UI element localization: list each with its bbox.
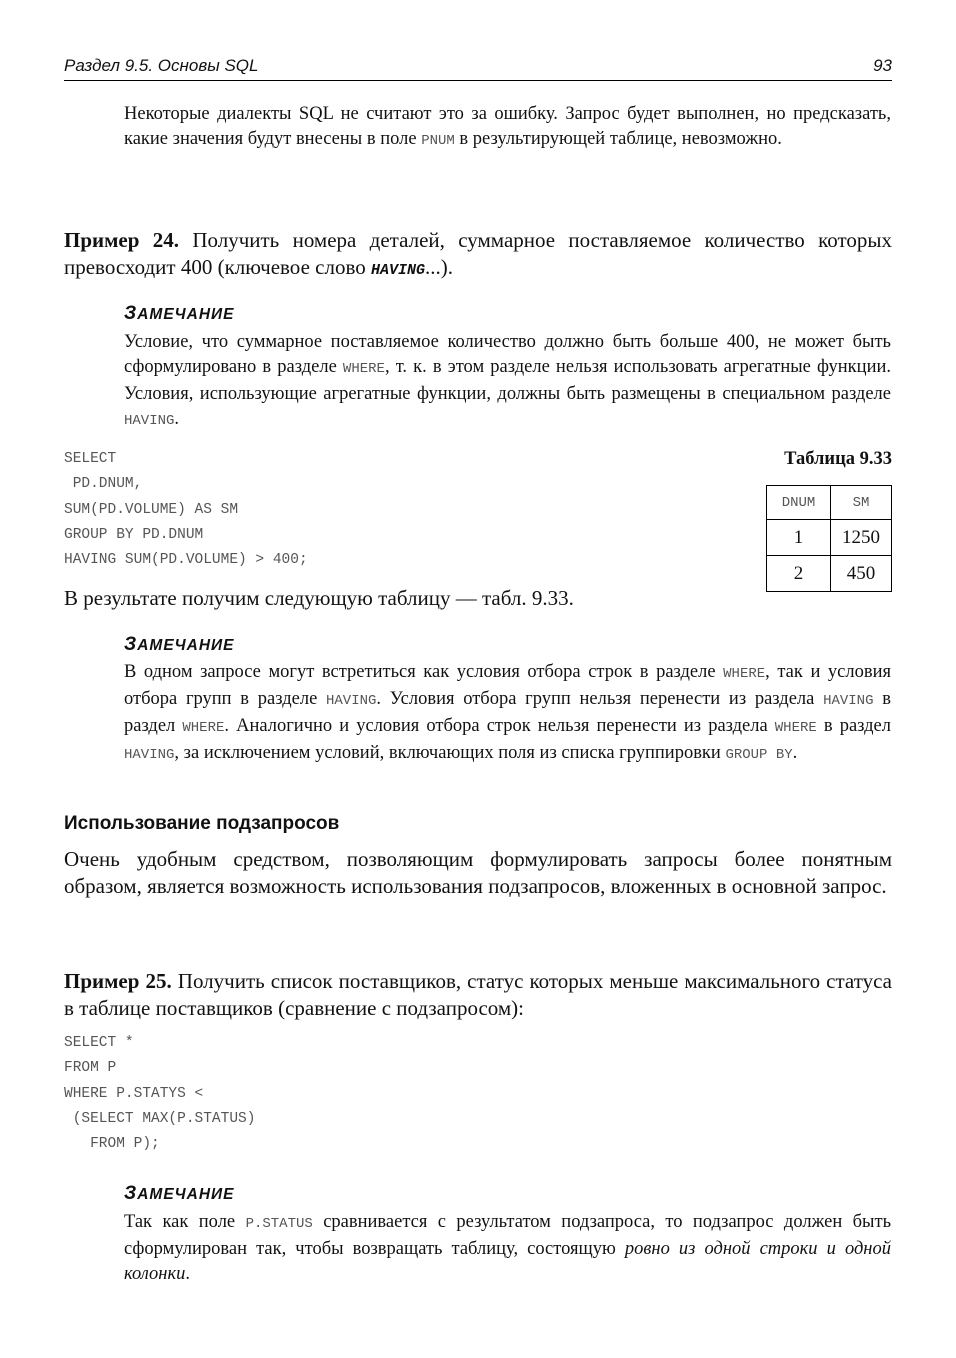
intro-paragraph — [124, 102, 891, 154]
running-header — [64, 56, 892, 81]
example-25-text: Получить список поставщиков, статус которых меньше максимального статуса в таблице поставщиков (сравнение с подзапросом): — [64, 969, 892, 1020]
note-2-title-cap: З — [124, 634, 138, 655]
table-cell: 1250 — [831, 520, 892, 556]
note-2-text-8: . — [792, 743, 798, 763]
example-24-text-1: Получить номера деталей, суммарное поставляемое количество которых превосходит 400 (ключевое слово — [64, 228, 892, 279]
note-2-text-4: в раздел — [124, 689, 891, 736]
note-2-code-7: GROUP BY — [725, 747, 793, 763]
note-1-text-2: , т. к. в этом разделе нельзя использовать агрегатные функции. Условия, использующие агрегатные функции, должны быть размещены в специальном разделе — [124, 357, 892, 404]
note-2-title — [124, 634, 235, 656]
table-header-cell: SM — [831, 486, 892, 520]
note-3-text-2: сравнивается с результатом подзапроса, то подзапрос должен быть сформулирован так, чтобы возвращать таблицу, состоящую — [124, 1212, 892, 1259]
running-header-title: Раздел 9.5. Основы SQL — [64, 56, 259, 75]
note-2-text-7: , за исключением условий, включающих поля из списка группировки — [174, 743, 726, 763]
note-3-paragraph — [124, 1210, 891, 1287]
note-2-text-6: в раздел — [816, 716, 891, 736]
note-2-code-3: HAVING — [823, 693, 874, 709]
table-cell: 450 — [831, 556, 892, 592]
note-2-text-5: . Аналогично и условия отбора строк нельзя перенести из раздела — [224, 716, 775, 736]
example-25-label: Пример 25. — [64, 969, 172, 993]
note-3-title — [124, 1183, 235, 1205]
table-row — [767, 556, 892, 592]
note-3-text-3: . — [185, 1264, 190, 1284]
result-text: В результате получим следующую таблицу — табл. 9.33. — [64, 586, 574, 610]
example-24-paragraph — [64, 227, 892, 284]
intro-code-pnum: PNUM — [421, 133, 455, 149]
table-caption: Таблица 9.33 — [784, 449, 892, 469]
note-2-paragraph — [124, 660, 891, 768]
note-1-title-cap: З — [124, 303, 138, 324]
example-24-text-2: ...). — [424, 254, 453, 279]
note-2-code-1: WHERE — [723, 666, 766, 682]
note-1-text-1: Условие, что суммарное поставляемое количество должно быть больше 400, не может быть сформулировано в разделе — [124, 332, 891, 377]
note-1-paragraph — [124, 330, 891, 434]
note-1-code-2: HAVING — [124, 413, 175, 429]
example-25-paragraph — [64, 968, 892, 1021]
note-2-title-rest: АМЕЧАНИЕ — [137, 637, 235, 654]
note-2-code-4: WHERE — [182, 720, 225, 736]
table-header-cell: DNUM — [767, 486, 831, 520]
table-row — [767, 520, 892, 556]
code-block-subquery: SELECT * FROM P WHERE P.STATYS < (SELECT MAX(P.STATUS) FROM P); — [64, 1035, 256, 1153]
note-1-text-3: . — [174, 409, 180, 429]
example-24-label: Пример 24. — [64, 228, 179, 252]
note-1-title-rest: АМЕЧАНИЕ — [137, 306, 235, 323]
note-2-text-2: , так и условия отбора групп в разделе — [124, 662, 891, 709]
code-block-having: SELECT PD.DNUM, SUM(PD.VOLUME) AS SM GROUP BY PD.DNUM HAVING SUM(PD.VOLUME) > 400; — [64, 451, 308, 569]
intro-text-1: Некоторые диалекты SQL не считают это за ошибку. Запрос будет выполнен, но предсказать, какие значения будут внесены в поле — [124, 104, 891, 149]
note-2-code-2: HAVING — [326, 693, 377, 709]
note-2-code-6: HAVING — [124, 747, 175, 763]
example-24-keyword: HAVING — [370, 261, 425, 279]
table-cell: 2 — [767, 556, 831, 592]
note-2-text-3: . Условия отбора групп нельзя перенести из раздела — [376, 689, 824, 709]
note-3-title-cap: З — [124, 1183, 138, 1204]
table-header-row — [767, 486, 892, 520]
note-3-text-1: Так как поле — [124, 1212, 246, 1232]
intro-text-2: в результирующей таблице, невозможно. — [454, 129, 782, 149]
subquery-paragraph: Очень удобным средством, позволяющим формулировать запросы более понятным образом, является возможность использования подзапросов, вложенных в основной запрос. — [64, 847, 892, 898]
table-cell: 1 — [767, 520, 831, 556]
note-2-code-5: WHERE — [774, 720, 817, 736]
note-3-emphasis: ровно из одной строки и одной колонки — [124, 1239, 891, 1284]
note-1-code-1: WHERE — [342, 361, 385, 377]
result-table — [766, 485, 892, 592]
note-2-text-1: В одном запросе могут встретиться как условия отбора строк в разделе — [124, 662, 724, 682]
page-number: 93 — [873, 56, 892, 75]
note-3-code-1: P.STATUS — [245, 1216, 313, 1232]
section-heading: Использование подзапросов — [64, 813, 340, 834]
note-1-title — [124, 303, 235, 325]
note-3-title-rest: АМЕЧАНИЕ — [137, 1186, 235, 1203]
